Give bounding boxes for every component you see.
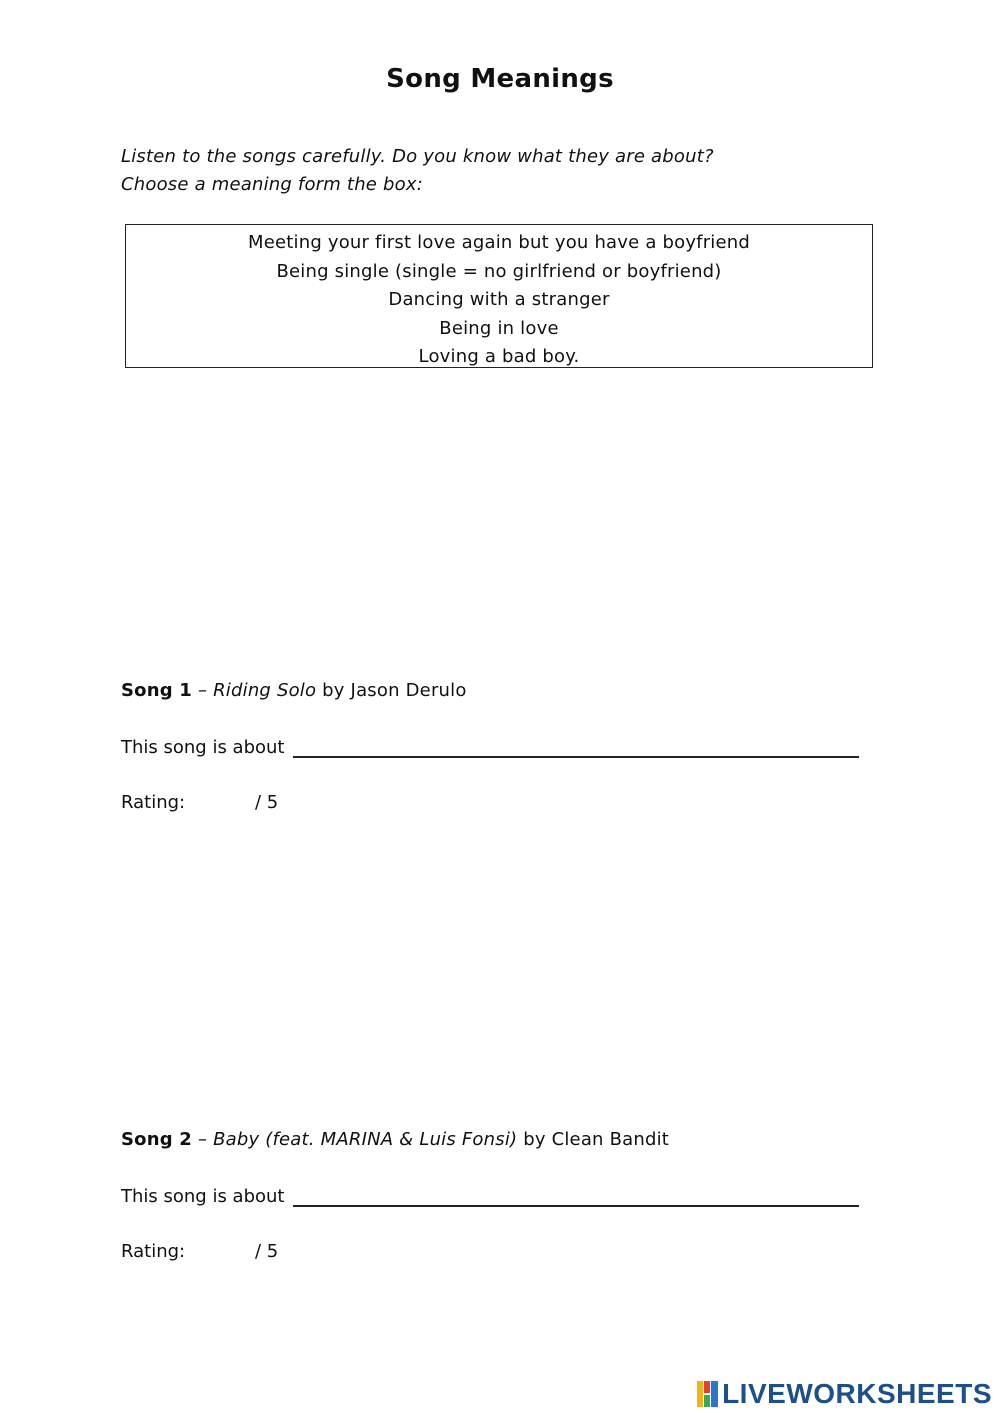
- song-dash: –: [197, 680, 208, 701]
- about-prompt: This song is about: [121, 1186, 285, 1207]
- liveworksheets-logo-icon: [697, 1381, 719, 1407]
- meaning-option: Being in love: [439, 317, 559, 339]
- song-2-heading: [121, 1129, 669, 1150]
- song-title: Baby (feat. MARINA & Luis Fonsi): [213, 1129, 518, 1150]
- song-label: Song 2: [121, 1129, 193, 1150]
- instruction-line-2: Choose a meaning form the box:: [121, 174, 423, 195]
- instruction-line-1: Listen to the songs carefully. Do you know what they are about?: [121, 146, 714, 167]
- song-label: Song 1: [121, 680, 193, 701]
- song-dash: –: [197, 1129, 208, 1150]
- liveworksheets-logo: [697, 1377, 992, 1411]
- song-2-about-row: [121, 1185, 859, 1207]
- song-artist: by Clean Bandit: [523, 1129, 670, 1150]
- logo-wordmark: LIVEWORKSHEETS: [722, 1378, 992, 1409]
- song-1-answer-blank[interactable]: [293, 736, 859, 758]
- rating-label: Rating:: [121, 792, 186, 813]
- rating-scale: / 5: [255, 792, 279, 813]
- page-title: Song Meanings: [386, 64, 614, 94]
- song-2-answer-blank[interactable]: [293, 1185, 859, 1207]
- rating-label: Rating:: [121, 1241, 186, 1262]
- meaning-option: Meeting your first love again but you have a boyfriend: [247, 232, 751, 253]
- meaning-option: Dancing with a stranger: [388, 289, 610, 310]
- about-prompt: This song is about: [121, 737, 285, 758]
- rating-scale: / 5: [255, 1241, 279, 1262]
- song-2-rating: [121, 1241, 279, 1262]
- meanings-box: [125, 224, 873, 368]
- song-1-heading: [121, 680, 467, 701]
- meaning-option: Loving a bad boy.: [418, 346, 580, 367]
- song-artist: by Jason Derulo: [322, 680, 467, 701]
- song-title: Riding Solo: [213, 680, 317, 701]
- meaning-option: Being single (single = no girlfriend or boyfriend): [276, 260, 722, 282]
- song-1-rating: [121, 792, 279, 813]
- song-1-about-row: [121, 736, 859, 758]
